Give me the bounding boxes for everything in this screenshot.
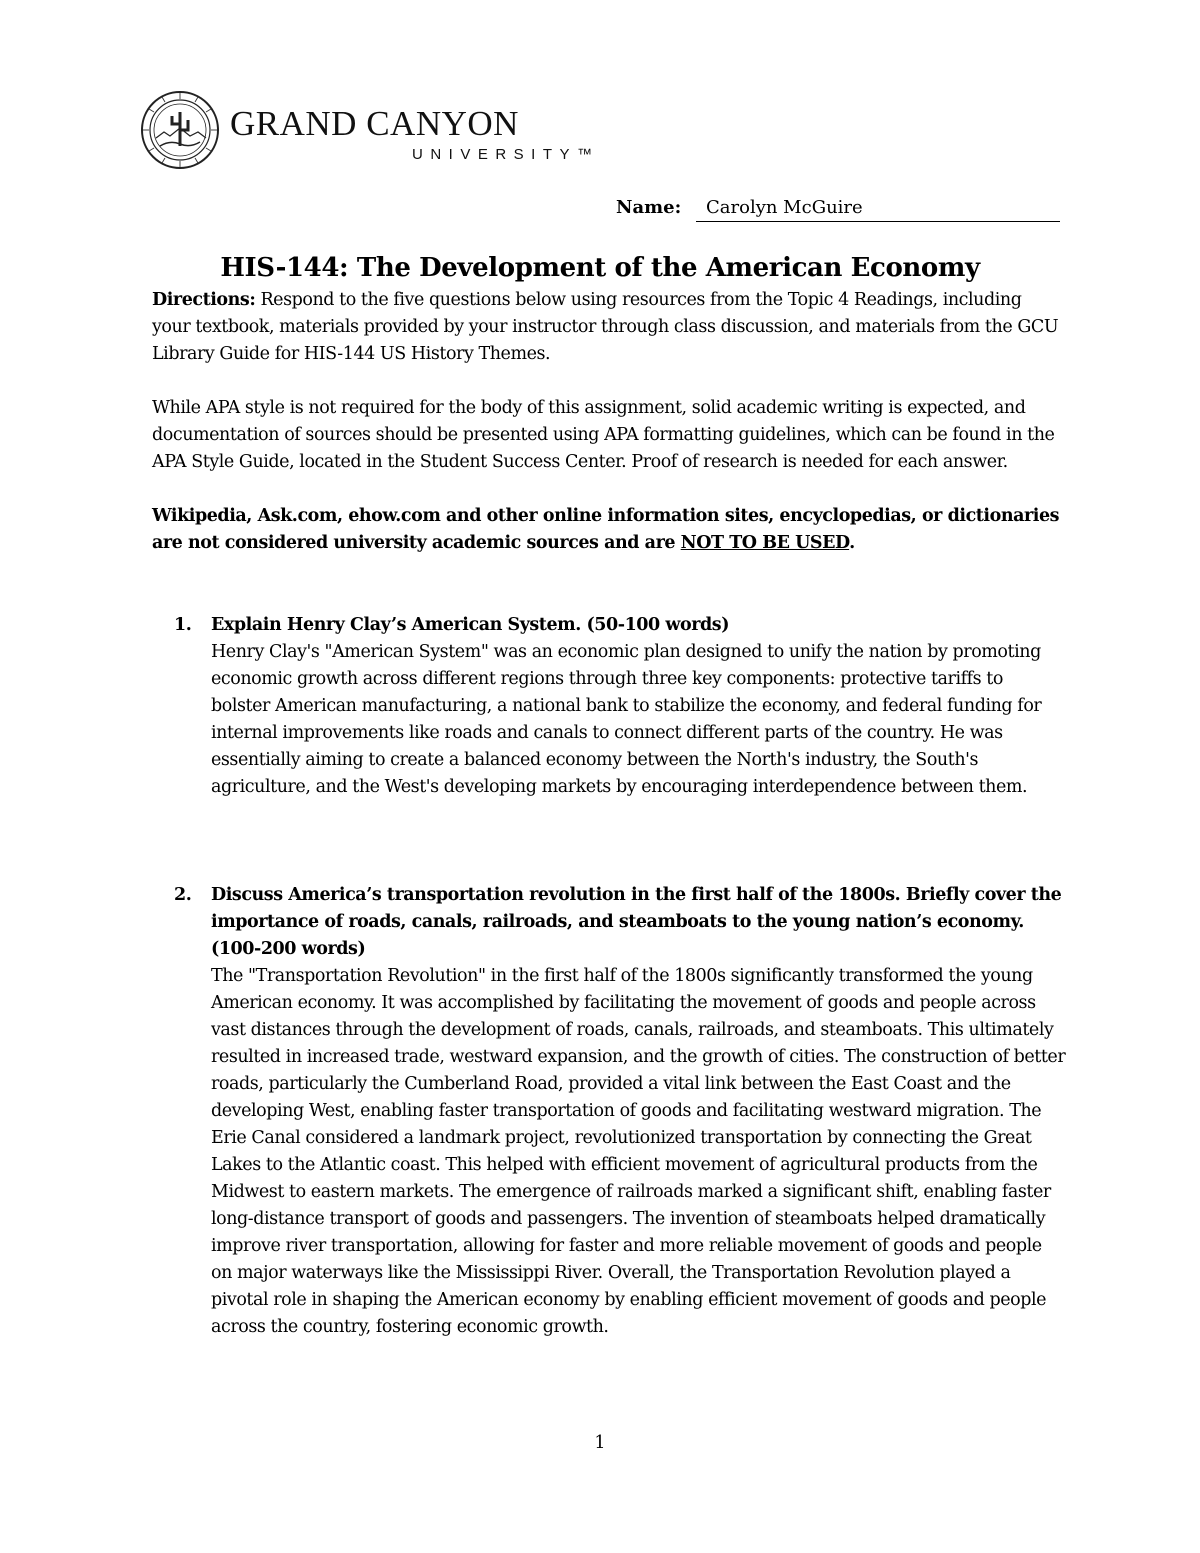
warning-emphasis: NOT TO BE USED bbox=[680, 533, 850, 553]
question-body bbox=[211, 612, 1066, 801]
university-seal-icon bbox=[140, 90, 220, 170]
question-prompt: Discuss America’s transportation revolution in the first half of the 1800s. Briefly cover the importance of roads, canals, railroads, and steamboats to the young nation’s economy. (100-200 words) bbox=[211, 885, 1062, 959]
name-field bbox=[696, 197, 1060, 222]
question-number: 2. bbox=[174, 885, 192, 905]
directions-paragraph bbox=[152, 287, 1062, 368]
question-answer: The "Transportation Revolution" in the first half of the 1800s significantly transformed the young American economy. It was accomplished by facilitating the movement of goods and people across vast distances through the development of roads, canals, railroads, and steamboats. This ultimately resulted in increased trade, westward expansion, and the growth of cities. The construction of better roads, particularly the Cumberland Road, provided a vital link between the East Coast and the developing West, enabling faster transportation of goods and facilitating westward migration. The Erie Canal considered a landmark project, revolutionized transportation by connecting the Great Lakes to the Atlantic coast. This helped with efficient movement of agricultural products from the Midwest to eastern markets. The emergence of railroads marked a significant shift, enabling faster long-distance transport of goods and passengers. The invention of steamboats helped dramatically improve river transportation, allowing for faster and more reliable movement of goods and people on major waterways like the Mississippi River. Overall, the Transportation Revolution played a pivotal role in shaping the American economy by enabling efficient movement of goods and people across the country, fostering economic growth. bbox=[211, 966, 1066, 1337]
question-body bbox=[211, 882, 1066, 1341]
sources-warning bbox=[152, 503, 1062, 557]
university-logo bbox=[140, 90, 600, 170]
page-number: 1 bbox=[594, 1433, 606, 1453]
name-label: Name: bbox=[616, 197, 682, 218]
apa-note-paragraph: While APA style is not required for the body of this assignment, solid academic writing is expected, and documentation of sources should be presented using APA formatting guidelines, which can be found in the APA Style Guide, located in the Student Success Center. Proof of research is needed for each answer. bbox=[152, 398, 1055, 472]
question-answer: Henry Clay's "American System" was an economic plan designed to unify the nation by promoting economic growth across different regions through three key components: protective tariffs to bolster American manufacturing, a national bank to stabilize the economy, and federal funding for internal improvements like roads and canals to connect different parts of the country. He was essentially aiming to create a balanced economy between the North's industry, the South's agriculture, and the West's developing markets by encouraging interdependence between them. bbox=[211, 642, 1042, 797]
logo-subtitle: UNIVERSITY™ bbox=[412, 146, 600, 163]
directions-text: Respond to the five questions below using resources from the Topic 4 Readings, including your textbook, materials provided by your instructor through class discussion, and materials from the GCU Library Guide for HIS-144 US History Themes. bbox=[152, 290, 1059, 364]
question-prompt: Explain Henry Clay’s American System. (50-100 words) bbox=[211, 615, 730, 635]
document-title: HIS-144: The Development of the American Economy bbox=[220, 253, 980, 283]
question-number: 1. bbox=[174, 615, 192, 635]
logo-wordmark: GRAND CANYON bbox=[230, 104, 519, 143]
name-row bbox=[616, 197, 1060, 223]
directions-label: Directions: bbox=[152, 290, 256, 310]
warning-text: Wikipedia, Ask.com, ehow.com and other online information sites, encyclopedias, or dictionaries are not considered university academic sources and are bbox=[152, 506, 1060, 553]
warning-end: . bbox=[849, 533, 855, 553]
name-value: Carolyn McGuire bbox=[706, 197, 863, 218]
